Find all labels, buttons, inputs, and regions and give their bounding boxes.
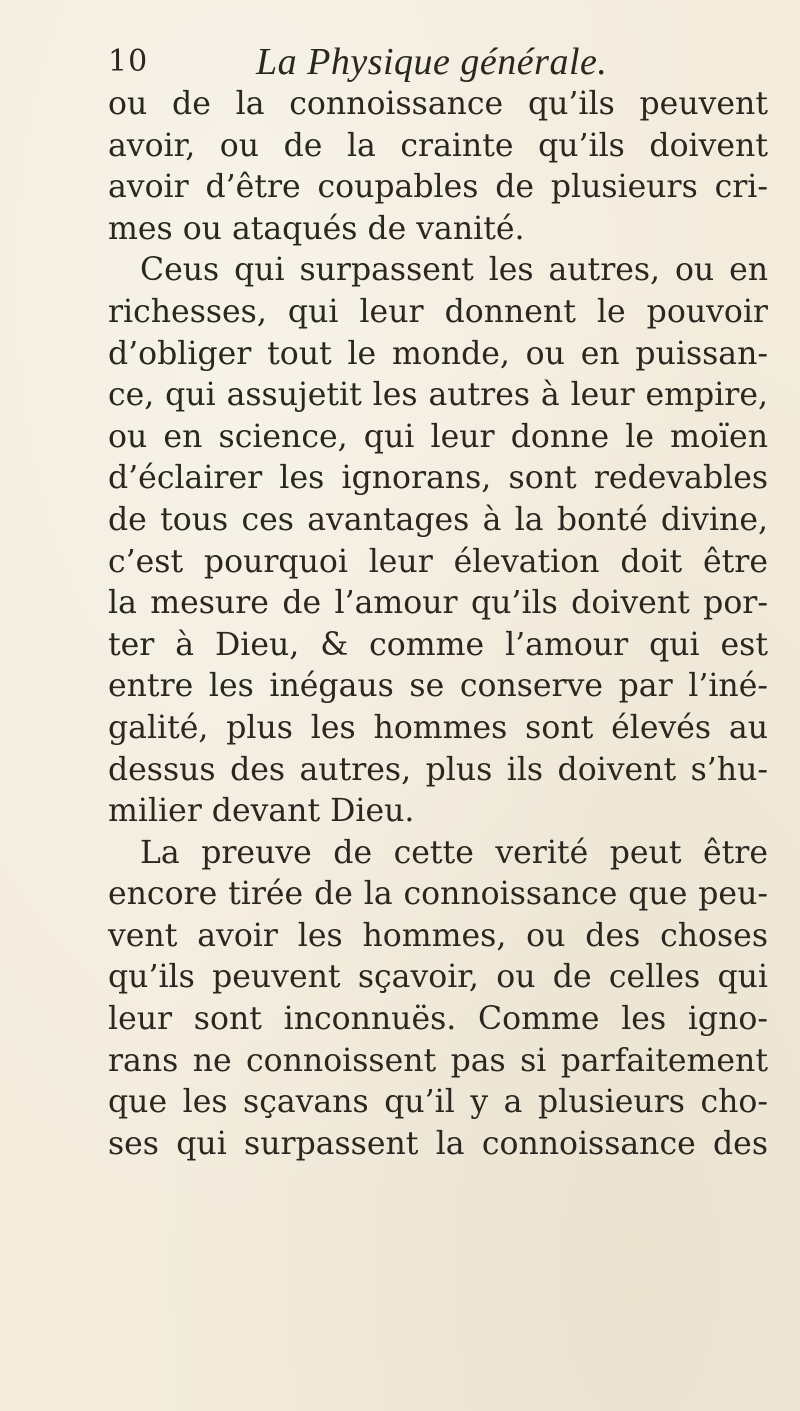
text-line: ce, qui assujetit les autres à leur empire, <box>108 377 768 414</box>
paragraph-start-line: Ceus qui surpassent les autres, ou en <box>140 252 768 289</box>
text-line: d’éclairer les ignorans, sont redevables <box>108 460 768 497</box>
body-text <box>108 84 768 1165</box>
text-line: ou en science, qui leur donne le moïen <box>108 418 768 455</box>
text-line: entre les inégaus se conserve par l’iné- <box>108 668 768 705</box>
running-head <box>108 40 748 84</box>
paragraph-start-line: La preuve de cette verité peut être <box>140 834 768 871</box>
text-line: richesses, qui leur donnent le pouvoir <box>108 293 768 330</box>
text-line: ou de la connoissance qu’ils peuvent <box>108 86 768 122</box>
text-line: encore tirée de la connoissance que peu- <box>108 876 768 913</box>
page-number: 10 <box>108 44 149 79</box>
text-line: avoir d’être coupables de plusieurs cri- <box>108 169 768 206</box>
running-title: La Physique générale. <box>256 41 608 83</box>
text-line: ter à Dieu, & comme l’amour qui est <box>108 626 768 663</box>
text-line: dessus des autres, plus ils doivent s’hu- <box>108 751 768 788</box>
text-line: d’obliger tout le monde, ou en puissan- <box>108 335 768 372</box>
text-line: vent avoir les hommes, ou des choses <box>108 917 768 954</box>
text-line: rans ne connoissent pas si parfaitement <box>108 1042 768 1079</box>
text-line: avoir, ou de la crainte qu’ils doivent <box>108 127 768 164</box>
text-line: que les sçavans qu’il y a plusieurs cho- <box>108 1084 768 1121</box>
text-line: milier devant Dieu. <box>108 793 415 830</box>
text-line: qu’ils peuvent sçavoir, ou de celles qui <box>108 959 768 996</box>
text-line: de tous ces avantages à la bonté divine, <box>108 501 768 538</box>
text-line: ses qui surpassent la connoissance des <box>108 1125 768 1162</box>
text-line: galité, plus les hommes sont élevés au <box>108 709 768 746</box>
text-line: la mesure de l’amour qu’ils doivent por- <box>108 585 768 622</box>
text-line: c’est pourquoi leur élevation doit être <box>108 543 768 580</box>
text-line: mes ou ataqués de vanité. <box>108 210 525 247</box>
text-line: leur sont inconnuës. Comme les igno- <box>108 1001 768 1038</box>
